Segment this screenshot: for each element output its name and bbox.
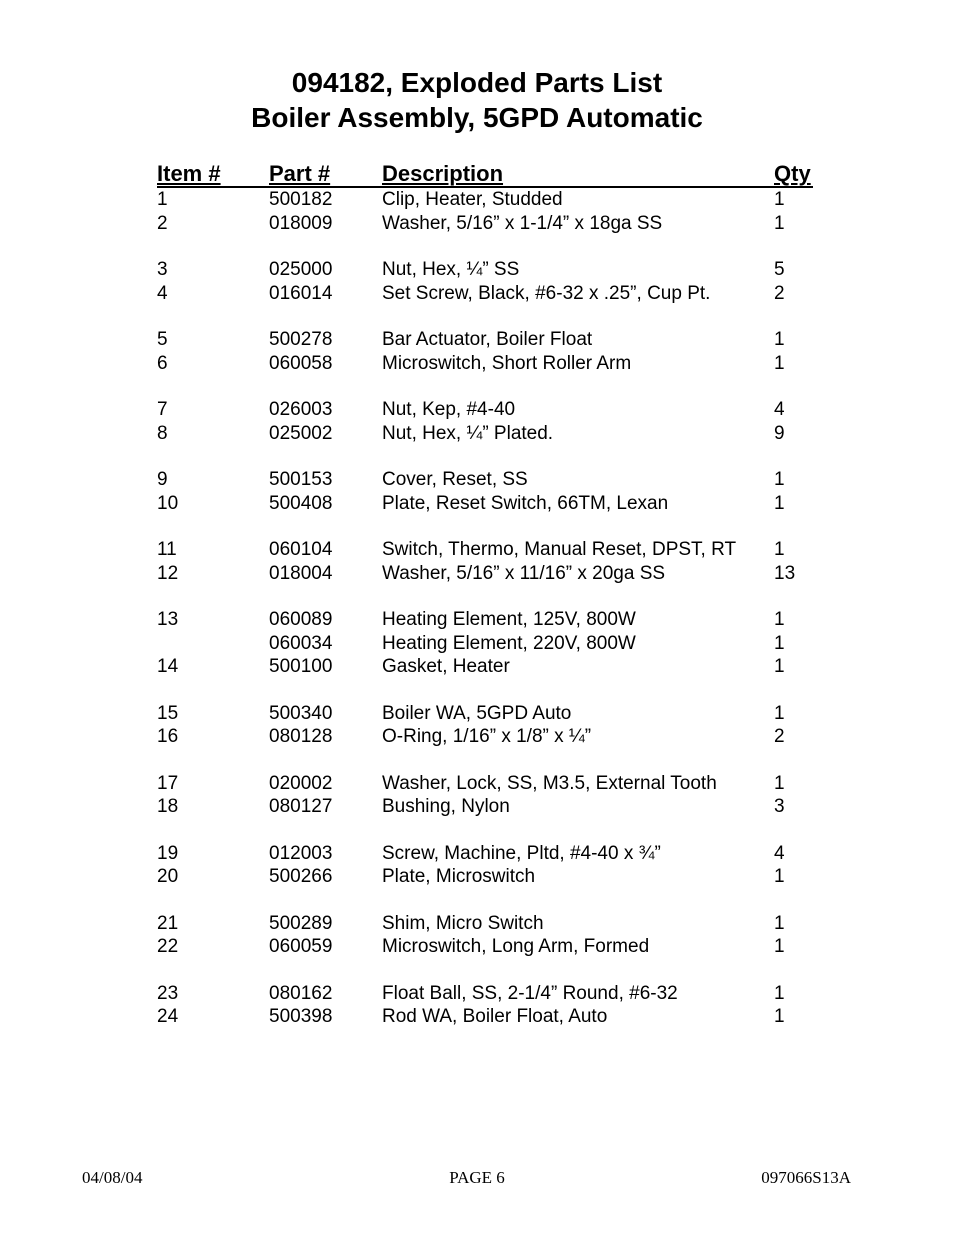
cell-part: 060058 [269,352,333,374]
footer-page-number: PAGE 6 [449,1168,505,1187]
cell-description: Nut, Hex, ¼” SS [382,259,520,280]
cell-item: 1 [157,189,168,210]
cell-description: Nut, Hex, ¼” Plated. [382,422,554,444]
cell-description: Gasket, Heater [382,656,510,677]
cell-qty: 1 [774,912,785,934]
cell-description: Rod WA, Boiler Float, Auto [382,1006,608,1027]
table-row [157,398,813,422]
cell-description: Plate, Reset Switch, 66TM, Lexan [382,492,669,514]
cell-qty: 13 [774,562,796,584]
table-row [157,725,813,749]
table-row [157,352,813,376]
cell-qty: 1 [774,609,785,630]
cell-part: 080162 [269,982,333,1004]
header-qty: Qty [774,161,811,186]
cell-description: Set Screw, Black, #6-32 x .25”, Cup Pt. [382,282,711,304]
cell-item: 4 [157,282,168,304]
cell-description: Cover, Reset, SS [382,469,528,490]
cell-item: 8 [157,422,168,444]
table-row [157,702,813,726]
cell-qty: 5 [774,259,785,280]
cell-qty: 1 [774,492,785,514]
cell-part: 060089 [269,609,333,630]
table-row [157,422,813,446]
header-description: Description [382,161,504,186]
cell-item: 10 [157,492,179,514]
cell-part: 500100 [269,656,333,677]
cell-part: 060059 [269,936,333,957]
table-row [157,1005,813,1029]
cell-item: 9 [157,469,168,490]
table-row [157,328,813,352]
cell-item: 16 [157,726,179,747]
cell-qty: 2 [774,726,785,747]
cell-part: 500398 [269,1006,333,1027]
cell-item: 22 [157,936,179,957]
cell-item: 3 [157,259,168,280]
table-row [157,188,813,212]
table-row [157,492,813,516]
cell-qty: 9 [774,422,785,444]
cell-qty: 1 [774,656,785,677]
cell-qty: 1 [774,772,785,794]
table-row [157,772,813,796]
cell-part: 016014 [269,282,333,304]
table-row [157,632,813,656]
cell-item: 21 [157,912,179,934]
cell-qty: 1 [774,539,785,560]
table-row [157,538,813,562]
cell-item: 17 [157,772,179,794]
cell-description: Bushing, Nylon [382,796,510,817]
table-header [157,160,813,188]
cell-part: 060034 [269,632,333,654]
cell-part: 500153 [269,469,333,490]
cell-description: Heating Element, 125V, 800W [382,609,636,630]
cell-qty: 4 [774,399,785,420]
cell-description: Nut, Kep, #4-40 [382,399,516,420]
table-row [157,608,813,632]
cell-item: 24 [157,1006,179,1027]
cell-qty: 2 [774,282,785,304]
footer-document-number: 097066S13A [761,1168,851,1187]
cell-part: 080128 [269,726,333,747]
cell-qty: 1 [774,212,785,234]
cell-item: 13 [157,609,179,630]
cell-part: 018004 [269,562,333,584]
cell-part: 500266 [269,866,333,887]
cell-description: Screw, Machine, Pltd, #4-40 x ¾” [382,842,661,864]
cell-item: 19 [157,842,179,864]
cell-description: Heating Element, 220V, 800W [382,632,636,654]
cell-part: 025000 [269,259,333,280]
parts-table-body [157,188,813,1029]
cell-description: Clip, Heater, Studded [382,189,563,210]
cell-part: 026003 [269,399,333,420]
cell-part: 080127 [269,796,333,817]
cell-description: Washer, 5/16” x 11/16” x 20ga SS [382,562,666,584]
cell-item: 12 [157,562,179,584]
cell-qty: 1 [774,632,785,654]
cell-part: 500182 [269,189,333,210]
table-row [157,258,813,282]
cell-part: 012003 [269,842,333,864]
table-row [157,282,813,306]
cell-description: Microswitch, Long Arm, Formed [382,936,650,957]
table-row [157,912,813,936]
page-title-line-2: Boiler Assembly, 5GPD Automatic [251,102,703,133]
cell-qty: 1 [774,866,785,887]
cell-item: 7 [157,399,168,420]
cell-description: Switch, Thermo, Manual Reset, DPST, RT [382,539,737,560]
cell-part: 500340 [269,702,333,724]
cell-description: Plate, Microswitch [382,866,536,887]
cell-item: 11 [157,539,177,560]
cell-item: 23 [157,982,179,1004]
table-row [157,468,813,492]
cell-part: 500408 [269,492,333,514]
cell-qty: 1 [774,189,785,210]
table-row [157,935,813,959]
cell-qty: 1 [774,936,785,957]
cell-description: Shim, Micro Switch [382,912,544,934]
header-item: Item # [157,161,221,186]
cell-part: 500289 [269,912,333,934]
page-title-line-1: 094182, Exploded Parts List [291,67,663,98]
table-row [157,982,813,1006]
cell-item: 6 [157,352,168,374]
cell-part: 025002 [269,422,333,444]
table-row [157,865,813,889]
cell-description: O-Ring, 1/16” x 1/8” x ¼” [382,726,592,747]
cell-description: Float Ball, SS, 2-1/4” Round, #6-32 [382,982,678,1004]
cell-item: 5 [157,329,168,350]
cell-qty: 1 [774,469,785,490]
cell-qty: 1 [774,329,785,350]
cell-item: 2 [157,212,168,234]
cell-part: 500278 [269,329,333,350]
cell-part: 060104 [269,539,333,560]
table-row [157,842,813,866]
footer-date: 04/08/04 [82,1168,143,1187]
cell-qty: 1 [774,1006,785,1027]
cell-description: Boiler WA, 5GPD Auto [382,702,572,724]
cell-qty: 1 [774,702,785,724]
table-row [157,795,813,819]
cell-description: Washer, 5/16” x 1-1/4” x 18ga SS [382,212,663,234]
header-part: Part # [269,161,331,186]
cell-item: 14 [157,656,179,677]
cell-qty: 1 [774,352,785,374]
cell-qty: 1 [774,982,785,1004]
cell-description: Washer, Lock, SS, M3.5, External Tooth [382,772,717,794]
cell-item: 20 [157,866,179,887]
cell-part: 018009 [269,212,333,234]
cell-description: Bar Actuator, Boiler Float [382,329,593,350]
table-row [157,212,813,236]
cell-part: 020002 [269,772,333,794]
cell-item: 18 [157,796,179,817]
table-row [157,655,813,679]
cell-description: Microswitch, Short Roller Arm [382,352,632,374]
cell-qty: 3 [774,796,785,817]
table-row [157,562,813,586]
cell-qty: 4 [774,842,785,864]
cell-item: 15 [157,702,179,724]
